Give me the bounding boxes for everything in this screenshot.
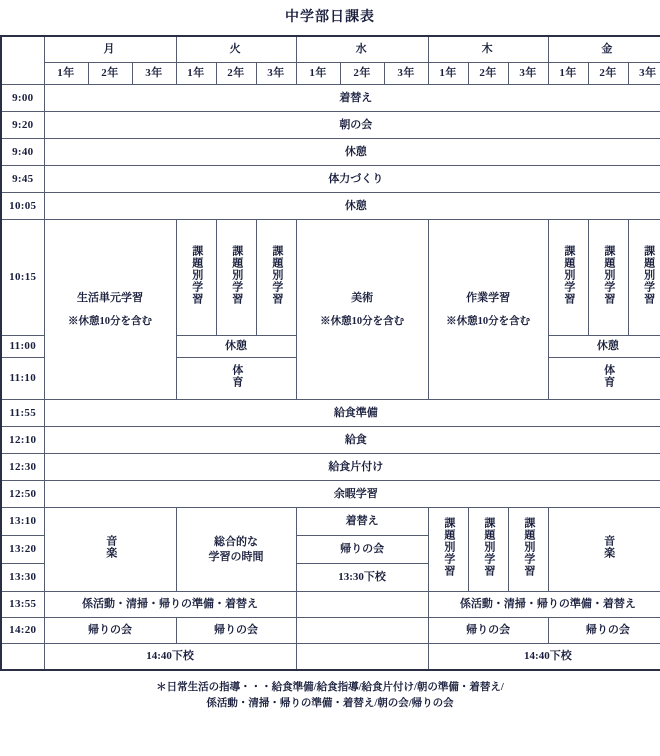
time-label-1210: 12:10 bbox=[1, 427, 44, 454]
cell-1155-all: 給食準備 bbox=[44, 400, 660, 427]
cell-tue-1110-taiiku: 体育 bbox=[176, 358, 296, 400]
time-label-1320: 13:20 bbox=[1, 536, 44, 564]
time-label-1440-blank bbox=[1, 644, 44, 671]
time-label-1310: 13:10 bbox=[1, 508, 44, 536]
cell-mon-pm-ongaku: 音楽 bbox=[44, 508, 176, 592]
header-corner bbox=[1, 36, 44, 85]
grade-header-thu-1: 1年 bbox=[428, 63, 468, 85]
grade-header-wed-3: 3年 bbox=[384, 63, 428, 85]
cell-mon-1015-note: ※休憩10分を含む bbox=[68, 315, 153, 327]
cell-1355-right: 係活動・清掃・帰りの準備・着替え bbox=[428, 592, 660, 618]
cell-mon-1015-seikatsu bbox=[44, 220, 176, 400]
cell-fri-1100-kyukei: 休憩 bbox=[548, 336, 660, 358]
time-label-0920: 9:20 bbox=[1, 112, 44, 139]
day-header-tue: 火 bbox=[176, 36, 296, 63]
cell-tue-pm-line2: 学習の時間 bbox=[208, 550, 264, 563]
footnote bbox=[0, 680, 660, 713]
cell-0900-all: 着替え bbox=[44, 85, 660, 112]
footnote-line-2: 係活動・清掃・帰りの準備・着替え/朝の会/帰りの会 bbox=[206, 698, 454, 710]
time-label-1355: 13:55 bbox=[1, 592, 44, 618]
page-title: 中学部日課表 bbox=[285, 10, 375, 25]
cell-1230-all: 給食片付け bbox=[44, 454, 660, 481]
cell-wed-1015-bijutsu bbox=[296, 220, 428, 400]
day-header-thu: 木 bbox=[428, 36, 548, 63]
cell-1440-left: 14:40下校 bbox=[44, 644, 296, 671]
cell-1420-mon: 帰りの会 bbox=[44, 618, 176, 644]
grade-header-tue-3: 3年 bbox=[256, 63, 296, 85]
row-1420 bbox=[1, 618, 660, 644]
cell-1355-wed-empty bbox=[296, 592, 428, 618]
cell-tue-pm-line1: 総合的な bbox=[214, 536, 259, 549]
cell-1440-right: 14:40下校 bbox=[428, 644, 660, 671]
cell-thu-pm-g2: 課題別学習 bbox=[468, 508, 508, 592]
time-label-1420: 14:20 bbox=[1, 618, 44, 644]
row-0900 bbox=[1, 85, 660, 112]
grade-header-mon-3: 3年 bbox=[132, 63, 176, 85]
cell-fri-1015-g3: 課題別学習 bbox=[628, 220, 660, 336]
cell-0920-all: 朝の会 bbox=[44, 112, 660, 139]
daily-schedule-table bbox=[0, 35, 660, 671]
grade-header-wed-1: 1年 bbox=[296, 63, 340, 85]
cell-1420-wed-empty bbox=[296, 618, 428, 644]
cell-thu-pm-g3: 課題別学習 bbox=[508, 508, 548, 592]
grade-header-tue-2: 2年 bbox=[216, 63, 256, 85]
cell-1420-fri: 帰りの会 bbox=[548, 618, 660, 644]
cell-1355-left: 係活動・清掃・帰りの準備・着替え bbox=[44, 592, 296, 618]
row-1440 bbox=[1, 644, 660, 671]
cell-wed-1330-gekou: 13:30下校 bbox=[296, 564, 428, 592]
row-1155 bbox=[1, 400, 660, 427]
header-row-grades bbox=[1, 63, 660, 85]
row-0945 bbox=[1, 166, 660, 193]
time-label-1100: 11:00 bbox=[1, 336, 44, 358]
cell-thu-1015-title: 作業学習 bbox=[466, 291, 511, 304]
time-label-1250: 12:50 bbox=[1, 481, 44, 508]
day-header-mon: 月 bbox=[44, 36, 176, 63]
grade-header-mon-1: 1年 bbox=[44, 63, 88, 85]
cell-1420-tue: 帰りの会 bbox=[176, 618, 296, 644]
cell-tue-1015-g2: 課題別学習 bbox=[216, 220, 256, 336]
time-label-0900: 9:00 bbox=[1, 85, 44, 112]
row-1355 bbox=[1, 592, 660, 618]
cell-fri-1015-g2: 課題別学習 bbox=[588, 220, 628, 336]
grade-header-thu-2: 2年 bbox=[468, 63, 508, 85]
time-label-0940: 9:40 bbox=[1, 139, 44, 166]
cell-wed-1310-kigae: 着替え bbox=[296, 508, 428, 536]
row-1005 bbox=[1, 193, 660, 220]
grade-header-fri-2: 2年 bbox=[588, 63, 628, 85]
cell-tue-1015-g1: 課題別学習 bbox=[176, 220, 216, 336]
cell-tue-1015-g3: 課題別学習 bbox=[256, 220, 296, 336]
row-1310 bbox=[1, 508, 660, 536]
time-label-1155: 11:55 bbox=[1, 400, 44, 427]
time-label-1230: 12:30 bbox=[1, 454, 44, 481]
cell-1420-thu: 帰りの会 bbox=[428, 618, 548, 644]
cell-wed-1320-kaerinokai: 帰りの会 bbox=[296, 536, 428, 564]
cell-fri-1110-taiiku: 体育 bbox=[548, 358, 660, 400]
grade-header-fri-1: 1年 bbox=[548, 63, 588, 85]
time-label-0945: 9:45 bbox=[1, 166, 44, 193]
grade-header-wed-2: 2年 bbox=[340, 63, 384, 85]
day-header-fri: 金 bbox=[548, 36, 660, 63]
footnote-line-1: ＊日常生活の指導・・・給食準備/給食指導/給食片付け/朝の準備・着替え/ bbox=[156, 682, 504, 693]
cell-fri-pm-ongaku: 音楽 bbox=[548, 508, 660, 592]
cell-thu-1015-sagyo bbox=[428, 220, 548, 400]
day-header-wed: 水 bbox=[296, 36, 428, 63]
row-1210 bbox=[1, 427, 660, 454]
cell-1440-wed-empty bbox=[296, 644, 428, 671]
cell-1250-all: 余暇学習 bbox=[44, 481, 660, 508]
cell-thu-pm-g1: 課題別学習 bbox=[428, 508, 468, 592]
cell-thu-1015-note: ※休憩10分を含む bbox=[446, 315, 531, 327]
cell-tue-1100-kyukei: 休憩 bbox=[176, 336, 296, 358]
cell-1005-all: 休憩 bbox=[44, 193, 660, 220]
cell-wed-1015-note: ※休憩10分を含む bbox=[320, 315, 405, 327]
grade-header-tue-1: 1年 bbox=[176, 63, 216, 85]
cell-wed-1015-title: 美術 bbox=[351, 291, 374, 304]
grade-header-mon-2: 2年 bbox=[88, 63, 132, 85]
cell-tue-pm-sogo bbox=[176, 508, 296, 592]
time-label-1330: 13:30 bbox=[1, 564, 44, 592]
time-label-1005: 10:05 bbox=[1, 193, 44, 220]
time-label-1015: 10:15 bbox=[1, 220, 44, 336]
row-1250 bbox=[1, 481, 660, 508]
grade-header-thu-3: 3年 bbox=[508, 63, 548, 85]
grade-header-fri-3: 3年 bbox=[628, 63, 660, 85]
cell-0945-all: 体力づくり bbox=[44, 166, 660, 193]
time-label-1110: 11:10 bbox=[1, 358, 44, 400]
row-0920 bbox=[1, 112, 660, 139]
cell-1210-all: 給食 bbox=[44, 427, 660, 454]
row-1230 bbox=[1, 454, 660, 481]
row-0940 bbox=[1, 139, 660, 166]
cell-mon-1015-title: 生活単元学習 bbox=[77, 291, 144, 304]
row-1015 bbox=[1, 220, 660, 336]
cell-fri-1015-g1: 課題別学習 bbox=[548, 220, 588, 336]
cell-0940-all: 休憩 bbox=[44, 139, 660, 166]
header-row-days bbox=[1, 36, 660, 63]
